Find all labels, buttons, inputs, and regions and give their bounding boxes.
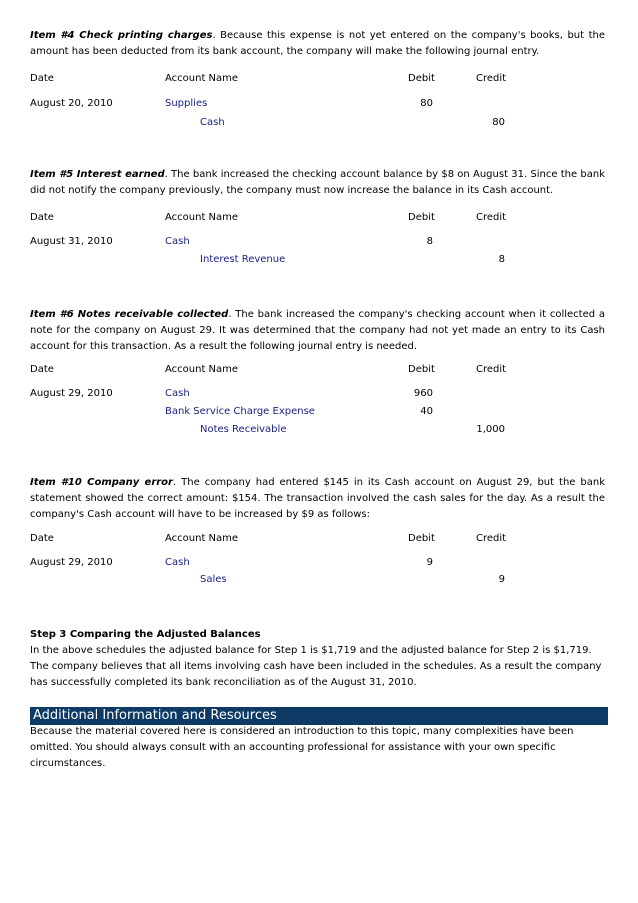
item10-title: Item #10 Company error <box>30 477 173 488</box>
item10-header-account: Account Name <box>165 533 239 544</box>
item6-row2-account: Bank Service Charge Expense <box>165 406 315 417</box>
item5-date: August 31, 2010 <box>30 236 113 247</box>
step3-text: In the above schedules the adjusted balance for Step 1 is $1,719 and the adjusted balance for Step 2 is $1,719. The company believes that all items involving cash have been included in the schedules. As a result the company has successfully completed its bank reconciliation as of the August 31, 2010. <box>30 645 602 688</box>
item10-row2-credit: 9 <box>498 574 505 585</box>
item6-text: . The bank increased the company's checking account when it collected a note for the company on August 29. It was determined that the company had not yet made an entry to its Cash account for this transaction. As a result the following journal entry is needed. <box>30 309 605 352</box>
item10-header-debit: Debit <box>408 533 435 544</box>
item4-header-credit: Credit <box>476 73 507 84</box>
item10-header-credit: Credit <box>476 533 507 544</box>
item4-header-debit: Debit <box>408 73 435 84</box>
item4-header-account: Account Name <box>165 73 239 84</box>
item6-header-debit: Debit <box>408 364 435 375</box>
item5-header-credit: Credit <box>476 212 507 223</box>
item6-row3-credit: 1,000 <box>476 424 505 435</box>
item10-row1-debit: 9 <box>426 557 433 568</box>
item10-row1-account: Cash <box>165 557 190 568</box>
item5-row1-debit: 8 <box>426 236 433 247</box>
item6-row3-account: Notes Receivable <box>200 424 287 435</box>
item6-header-account: Account Name <box>165 364 239 375</box>
item4-title: Item #4 Check printing charges <box>30 30 213 41</box>
item6-date: August 29, 2010 <box>30 388 113 399</box>
item4-row2-account: Cash <box>200 117 225 128</box>
item10-paragraph <box>30 475 605 523</box>
additional-heading: Additional Information and Resources <box>30 707 608 725</box>
item5-header-date: Date <box>30 212 54 223</box>
item5-header-debit: Debit <box>408 212 435 223</box>
item6-title: Item #6 Notes receivable collected <box>30 309 229 320</box>
additional-text: Because the material covered here is considered an introduction to this topic, many complexities have been omitted. You should always consult with an accounting professional for assistance with your own specific circumstances. <box>30 726 574 769</box>
item5-text: . The bank increased the checking account balance by $8 on August 31. Since the bank did not notify the company previously, the company must now increase the balance in its Cash account. <box>30 169 605 196</box>
item4-header-date: Date <box>30 73 54 84</box>
item5-title: Item #5 Interest earned <box>30 169 165 180</box>
item10-text: . The company had entered $145 in its Cash account on August 29, but the bank statement showed the correct amount: $154. The transaction involved the cash sales for the day. As a result the company's Cash account will have to be increased by $9 as follows: <box>30 477 605 520</box>
item6-row2-debit: 40 <box>420 406 433 417</box>
item4-date: August 20, 2010 <box>30 98 113 109</box>
item6-paragraph <box>30 307 605 355</box>
item10-date: August 29, 2010 <box>30 557 113 568</box>
item10-header-date: Date <box>30 533 54 544</box>
item5-paragraph <box>30 167 605 199</box>
step3-title: Step 3 Comparing the Adjusted Balances <box>30 629 261 640</box>
item5-row2-credit: 8 <box>498 254 505 265</box>
item4-text: . Because this expense is not yet entered on the company's books, but the amount has been deducted from its bank account, the company will make the following journal entry. <box>30 30 605 57</box>
item4-row2-credit: 80 <box>492 117 505 128</box>
item6-header-credit: Credit <box>476 364 507 375</box>
item4-row1-account: Supplies <box>165 98 208 109</box>
item10-row2-account: Sales <box>200 574 227 585</box>
item4-paragraph <box>30 28 605 60</box>
item6-row1-account: Cash <box>165 388 190 399</box>
item5-header-account: Account Name <box>165 212 239 223</box>
item5-row2-account: Interest Revenue <box>200 254 286 265</box>
item6-row1-debit: 960 <box>413 388 433 399</box>
item6-header-date: Date <box>30 364 54 375</box>
item4-row1-debit: 80 <box>420 98 433 109</box>
item5-row1-account: Cash <box>165 236 190 247</box>
